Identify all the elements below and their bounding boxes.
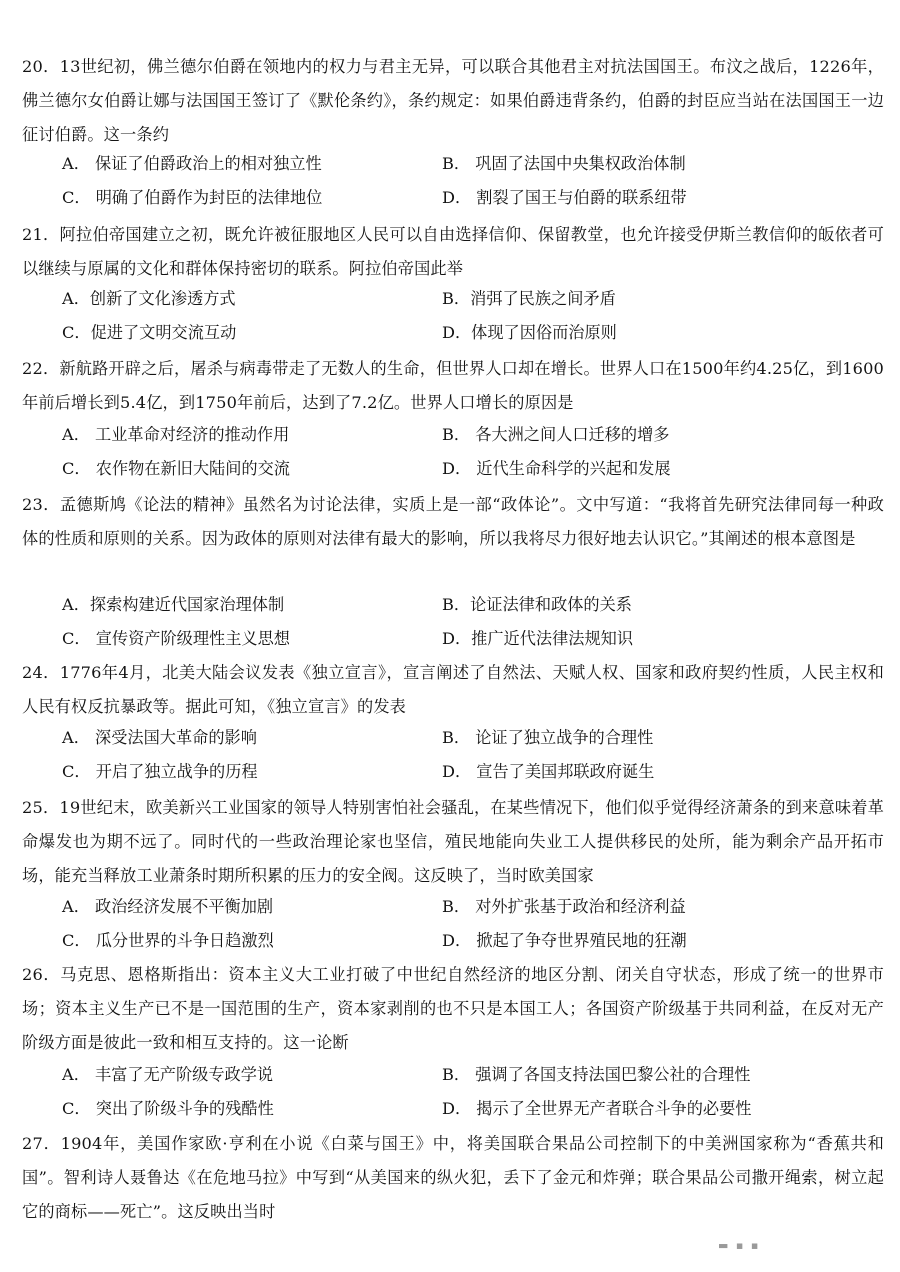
question-24: [22, 656, 884, 724]
question-23: [22, 488, 884, 556]
option-c[interactable]: C． 农作物在新旧大陆间的交流: [62, 459, 290, 478]
option-c[interactable]: C． 宣传资产阶级理性主义思想: [62, 629, 290, 648]
option-a[interactable]: A． 深受法国大革命的影响: [62, 728, 257, 747]
question-22-options: [62, 418, 882, 486]
option-d[interactable]: D． 近代生命科学的兴起和发展: [442, 459, 671, 478]
option-d[interactable]: D． 掀起了争夺世界殖民地的狂潮: [442, 931, 687, 950]
option-c[interactable]: C． 突出了阶级斗争的残酷性: [62, 1099, 274, 1118]
question-22: [22, 352, 884, 420]
option-b[interactable]: B． 强调了各国支持法国巴黎公社的合理性: [442, 1065, 751, 1084]
option-a[interactable]: A． 政治经济发展不平衡加剧: [62, 897, 274, 916]
question-27: [22, 1127, 884, 1230]
option-c[interactable]: C．促进了文明交流互动: [62, 323, 237, 342]
question-stem: 24．1776年4月，北美大陆会议发表《独立宣言》，宣言阐述了自然法、天赋人权、国家和政府契约性质，人民主权和人民有权反抗暴政等。据此可知，《独立宣言》的发表: [22, 663, 884, 717]
option-c[interactable]: C． 明确了伯爵作为封臣的法律地位: [62, 188, 323, 207]
question-stem: 22．新航路开辟之后，屠杀与病毒带走了无数人的生命，但世界人口却在增长。世界人口在1500年约4.25亿，到1600年前后增长到5.4亿，到1750年前后，达到了7.2亿。世界人口增长的原因是: [22, 359, 884, 413]
option-d[interactable]: D． 割裂了国王与伯爵的联系纽带: [442, 188, 687, 207]
question-20: [22, 50, 884, 153]
question-26: [22, 958, 884, 1061]
option-b[interactable]: B． 各大洲之间人口迁移的增多: [442, 425, 670, 444]
option-a[interactable]: A． 工业革命对经济的推动作用: [62, 425, 290, 444]
option-a[interactable]: A． 丰富了无产阶级专政学说: [62, 1065, 274, 1084]
option-a[interactable]: A．创新了文化渗透方式: [62, 289, 236, 308]
option-d[interactable]: D． 揭示了全世界无产者联合斗争的必要性: [442, 1099, 752, 1118]
option-b[interactable]: B． 对外扩张基于政治和经济利益: [442, 897, 686, 916]
option-d[interactable]: D． 宣告了美国邦联政府诞生: [442, 762, 655, 781]
question-20-options: [62, 147, 882, 215]
question-26-options: [62, 1058, 882, 1126]
question-21: [22, 218, 884, 286]
option-c[interactable]: C． 瓜分世界的斗争日趋激烈: [62, 931, 274, 950]
question-stem: 25．19世纪末，欧美新兴工业国家的领导人特别害怕社会骚乱，在某些情况下，他们似乎觉得经济萧条的到来意味着革命爆发也为期不远了。同时代的一些政治理论家也坚信，殖民地能向失业工人提供移民的处所，能为剩余产品开拓市场，能充当释放工业萧条时期所积累的压力的安全阀。这反映了，当时欧美国家: [22, 798, 884, 886]
option-b[interactable]: B． 论证了独立战争的合理性: [442, 728, 654, 747]
option-b[interactable]: B．消弭了民族之间矛盾: [442, 289, 616, 308]
option-d[interactable]: D．体现了因俗而治原则: [442, 323, 617, 342]
scan-mark: ▬ ▪ ▪: [718, 1239, 761, 1252]
question-stem: 27．1904年，美国作家欧·亨利在小说《白菜与国王》中，将美国联合果品公司控制下的中美洲国家称为“香蕉共和国”。智利诗人聂鲁达《在危地马拉》中写到“从美国来的纵火犯，丢下了金元和炸弹；联合果品公司撒开绳索，树立起它的商标——死亡”。这反映出当时: [22, 1134, 884, 1222]
question-stem: 21．阿拉伯帝国建立之初，既允许被征服地区人民可以自由选择信仰、保留教堂，也允许接受伊斯兰教信仰的皈依者可以继续与原属的文化和群体保持密切的联系。阿拉伯帝国此举: [22, 225, 884, 279]
option-b[interactable]: B．论证法律和政体的关系: [442, 595, 632, 614]
question-stem: 26．马克思、恩格斯指出：资本主义大工业打破了中世纪自然经济的地区分割、闭关自守状态，形成了统一的世界市场；资本主义生产已不是一国范围的生产，资本家剥削的也不只是本国工人；各国资产阶级基于共同利益，在反对无产阶级方面是彼此一致和相互支持的。这一论断: [22, 965, 884, 1053]
option-b[interactable]: B． 巩固了法国中央集权政治体制: [442, 154, 686, 173]
question-23-options: [62, 588, 882, 656]
question-24-options: [62, 721, 882, 789]
question-25-options: [62, 890, 882, 958]
question-stem: 23．孟德斯鸠《论法的精神》虽然名为讨论法律，实质上是一部“政体论”。文中写道：“我将首先研究法律同每一种政体的性质和原则的关系。因为政体的原则对法律有最大的影响，所以我将尽力很好地去认识它。”其阐述的根本意图是: [22, 495, 884, 549]
option-c[interactable]: C． 开启了独立战争的历程: [62, 762, 258, 781]
option-a[interactable]: A． 保证了伯爵政治上的相对独立性: [62, 154, 322, 173]
question-21-options: [62, 282, 882, 350]
question-25: [22, 791, 884, 894]
option-a[interactable]: A．探索构建近代国家治理体制: [62, 595, 285, 614]
option-d[interactable]: D．推广近代法律法规知识: [442, 629, 634, 648]
question-stem: 20．13世纪初，佛兰德尔伯爵在领地内的权力与君主无异，可以联合其他君主对抗法国国王。布汶之战后，1226年，佛兰德尔女伯爵让娜与法国国王签订了《默伦条约》，条约规定：如果伯爵违背条约，伯爵的封臣应当站在法国国王一边征讨伯爵。这一条约: [22, 57, 884, 145]
